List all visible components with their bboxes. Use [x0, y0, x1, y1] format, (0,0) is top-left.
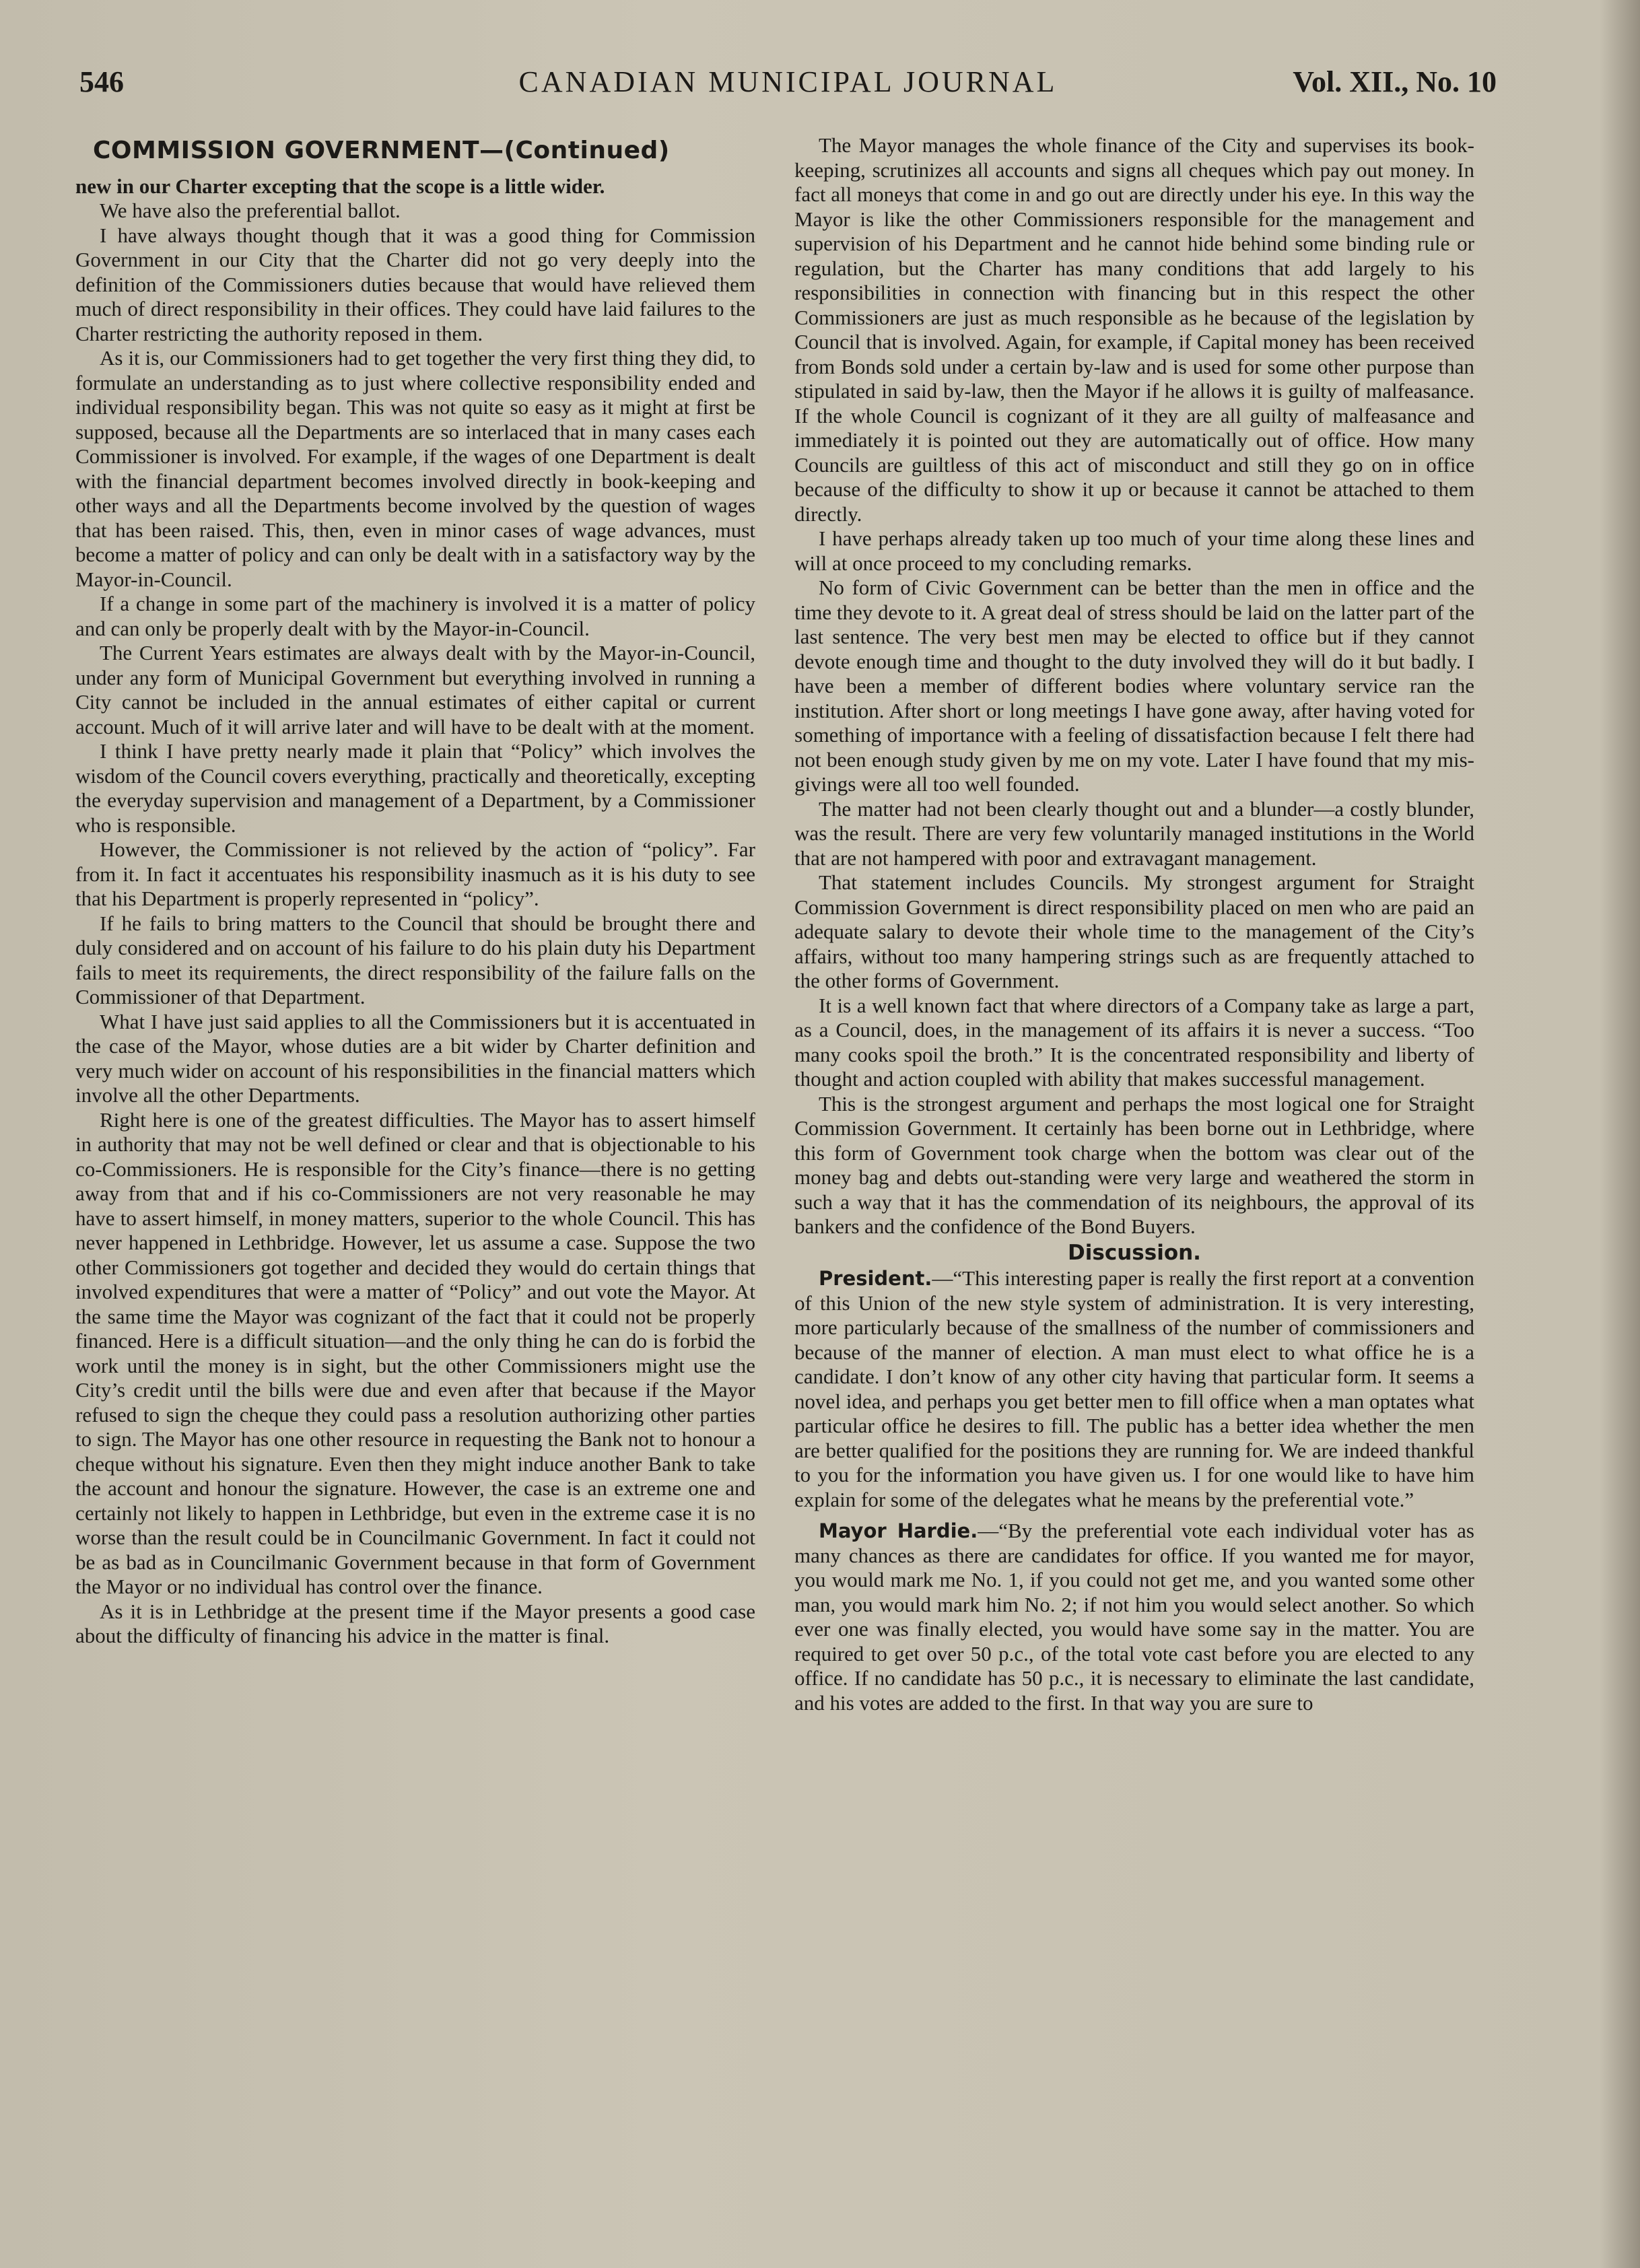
paragraph: I have perhaps already taken up too much of your time along these lines and will at once proceed to my concluding remarks.: [794, 526, 1474, 575]
right-column: [794, 133, 1474, 1715]
paragraph: If a change in some part of the machinery is involved it is a matter of policy and can only be properly dealt with by the Mayor-in-Council.: [75, 592, 755, 640]
paragraph: The Mayor manages the whole finance of the City and supervises its book-keeping, scrutinizes all accounts and signs all cheques which pay out money. In fact all moneys that come in and go out are directly under his eye. In this way the Mayor is like the other Commissioners responsible for the management and supervision of his Department and he cannot hide behind some binding rule or regulation, but the Charter has many conditions that add largely to his responsibilities in connection with financing but in this respect the other Commissioners are just as much responsible as he because of the legislation by Council that is involved. Again, for example, if Capital money has been received from Bonds sold under a certain by-law and is used for some other purpose than stipulated in said by-law, then the Mayor if he allows it is guilty of malfeasance. If the whole Council is cognizant of it they are all guilty of malfeasance and immediately it is pointed out they are automatically out of office. How many Councils are guiltless of this act of misconduct and still they go on in office because of the difficulty to show it up or because it cannot be attached to them directly.: [794, 133, 1474, 526]
volume-number: Vol. XII., No. 10: [1293, 65, 1497, 98]
paragraph: That statement includes Councils. My strongest argument for Straight Commission Government is direct responsibility placed on men who are paid an adequate salary to devote their whole time to the management of the City’s affairs, without too many hampering strings such as are frequently attached to the other forms of Government.: [794, 870, 1474, 992]
speaker-name: Mayor Hardie.: [819, 1519, 978, 1542]
section-title: COMMISSION GOVERNMENT—(Continued): [93, 137, 670, 164]
left-column: [75, 133, 755, 1649]
paragraph: I have always thought though that it was a good thing for Commission Government in our City that the Charter did not go very deeply into the definition of the Commissioners duties because that would have relieved them much of direct responsibility in their offices. They could have laid failures to the Charter restricting the authority reposed in them.: [75, 223, 755, 345]
journal-title: CANADIAN MUNICIPAL JOURNAL: [518, 65, 1058, 98]
paragraph: No form of Civic Government can be better than the men in office and the time they devote to it. A great deal of stress should be laid on the latter part of the last sentence. The very best men may be elected to office but if they cannot devote enough time and thought to the duty involved they will do it but badly. I have been a member of different bodies where voluntary service ran the institution. After short or long meetings I have gone away, after having voted for something of importance with a feeling of dissatisfaction because I felt there had not been enough study given by me on my vote. Later I have found that my mis-givings were all too well founded.: [794, 576, 1474, 796]
paragraph: As it is, our Commissioners had to get together the very first thing they did, to formulate an understanding as to just where collective responsibility ended and individual responsibility began. This was not quite so easy as it might at first be supposed, because all the Departments are so interlaced that in many cases each Commissioner is involved. For example, if the wages of one Department is dealt with the financial department becomes involved directly in book-keeping and other ways and all the Departments become involved by the question of wages that has been raised. This, then, even in minor cases of wage advances, must become a matter of policy and can only be dealt with in a satisfactory way by the Mayor-in-Council.: [75, 346, 755, 591]
speaker-name: President.: [819, 1267, 932, 1290]
page-header: [79, 65, 1497, 105]
paragraph: The Current Years estimates are always dealt with by the Mayor-in-Council, under any form of Municipal Government but everything involved in running a City cannot be included in the annual estimates of either capital or current account. Much of it will arrive later and will have to be dealt with at the moment.: [75, 641, 755, 738]
paragraph: I think I have pretty nearly made it plain that “Policy” which involves the wisdom of the Council covers everything, practically and theoretically, excepting the everyday supervision and management of a Department, by a Commissioner who is responsible.: [75, 739, 755, 837]
discussion-paragraph: [794, 1519, 1474, 1715]
speech-text: —“By the preferential vote each individual voter has as many chances as there are candidates for office. If you wanted me for mayor, you would mark me No. 1, if you could not get me, and you wanted some other man, you would mark him No. 2; if not him you would select another. So which ever one was finally elected, you would have some say in the matter. You are required to get over 50 p.c., of the total vote cast before you are elected to any office. If no candidate has 50 p.c., it is necessary to eliminate the last candidate, and his votes are added to the first. In that way you are sure to: [794, 1519, 1474, 1715]
paragraph: This is the strongest argument and perhaps the most logical one for Straight Commission Government. It certainly has been borne out in Lethbridge, where this form of Government took charge when the bottom was clear out of the money bag and debts out-standing were very large and weathered the storm in such a way that it has the commendation of its neighbours, the approval of its bankers and the confidence of the Bond Buyers.: [794, 1091, 1474, 1238]
discussion-heading: Discussion.: [1068, 1240, 1201, 1265]
page-number: 546: [79, 65, 124, 98]
page-spine-shadow: [1600, 0, 1640, 2268]
speech-text: —“This interesting paper is really the first report at a convention of this Union of the new style system of administration. It is very interesting, more particularly because of the smallness of the number of commissioners and because of the manner of election. A man must elect to what office he is a candidate. I don’t know of any other city having that particular form. It seems a novel idea, and perhaps you get better men to fill office when a man optates what particular office he desires to fill. The public has a better idea whether the men are better qualified for the positions they are running for. We are indeed thankful to you for the information you have given us. I for one would like to have him explain for some of the delegates what he means by the preferential vote.”: [794, 1266, 1474, 1511]
paragraph: However, the Commissioner is not relieved by the action of “policy”. Far from it. In fact it accentuates his responsibility inasmuch as it is his duty to see that his Department is properly represented in “policy”.: [75, 837, 755, 910]
paragraph: The matter had not been clearly thought out and a blunder—a costly blunder, was the result. There are very few voluntarily managed institutions in the World that are not hampered with poor and extravagant management.: [794, 796, 1474, 870]
paragraph: It is a well known fact that where directors of a Company take as large a part, as a Council, does, in the management of its affairs it is never a success. “Too many cooks spoil the broth.” It is the concentrated responsibility and liberty of thought and action coupled with ability that makes successful management.: [794, 993, 1474, 1091]
paragraph: We have also the preferential ballot.: [100, 199, 401, 222]
paragraph: What I have just said applies to all the Commissioners but it is accentuated in the case of the Mayor, whose duties are a bit wider by Charter definition and very much wider on account of his responsibilities in the financial matters which involve all the other Departments.: [75, 1009, 755, 1107]
paragraph: If he fails to bring matters to the Council that should be brought there and duly considered and on account of his failure to do his plain duty his Department fails to meet its requirements, the direct responsibility of the failure falls on the Commissioner of that Department.: [75, 911, 755, 1008]
paragraph: Right here is one of the greatest difficulties. The Mayor has to assert himself in authority that may not be well defined or clear and that is objectionable to his co-Commissioners. He is responsible for the City’s finance—there is no getting away from that and if his co-Commissioners are not very reasonable he may have to assert himself, in money matters, superior to the whole Council. This has never happened in Lethbridge. However, let us assume a case. Suppose the two other Commissioners got together and decided they would do certain things that involved expenditures that were a matter of “Policy” and out vote the Mayor. At the same time the Mayor was cognizant of the fact that it could not be properly financed. Here is a difficult situation—and the only thing he can do is forbid the work until the money is in sight, but the other Commissioners might use the City’s credit until the bills were due and even after that because if the Mayor refused to sign the cheque they could pass a resolution authorizing other parties to sign. The Mayor has one other resource in requesting the Bank not to honour a cheque without his signature. Even then they might induce another Bank to take the account and honour the signature. However, the case is an extreme one and certainly not likely to happen in Lethbridge, but even in the extreme case it is no worse than the result could be in Councilmanic Government. In fact it could not be as bad as in Councilmanic Government because in that form of Government the Mayor or no individual has control over the finance.: [75, 1107, 755, 1598]
discussion-paragraph: [794, 1266, 1474, 1512]
paragraph: new in our Charter excepting that the scope is a little wider.: [75, 174, 605, 198]
paragraph: As it is in Lethbridge at the present time if the Mayor presents a good case about the difficulty of financing his advice in the matter is final.: [75, 1599, 755, 1647]
